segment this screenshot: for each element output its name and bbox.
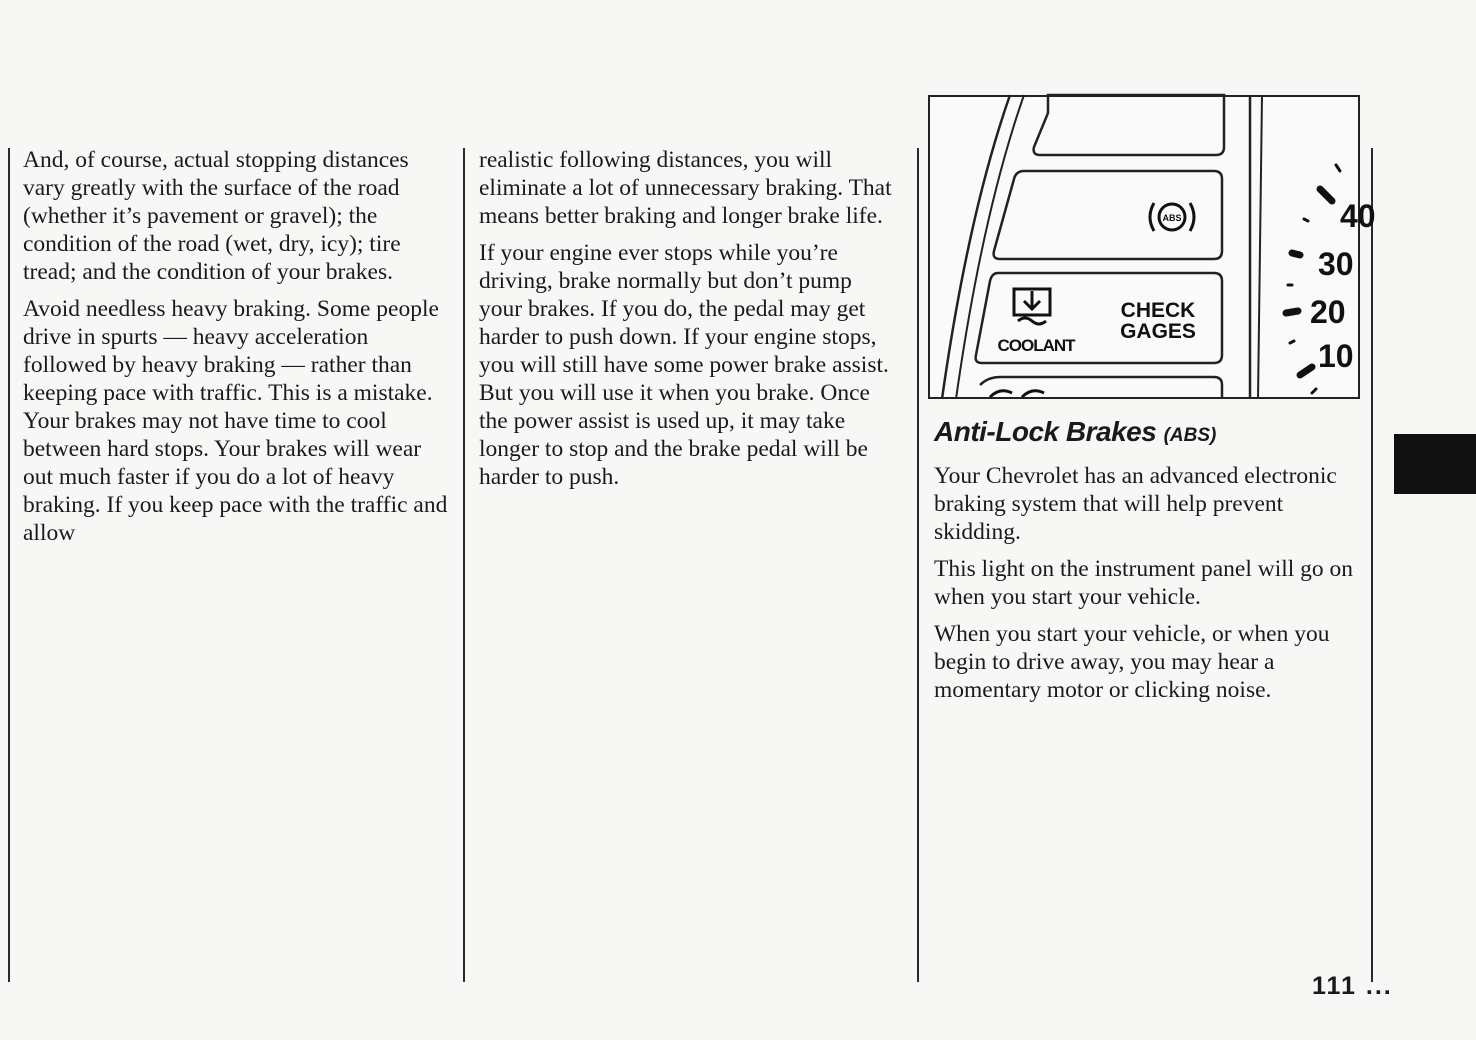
col1-paragraph-2: Avoid needless heavy braking. Some people drive in spurts — heavy acceleration followed by heavy braking — rather than keeping pace with traffic. This is a mistake. Your brakes may not have time to cool between hard stops. Your brakes will wear out much faster if you do a lot of heavy braking. If you keep pace with the traffic and allow xyxy=(23,296,448,546)
abs-icon-label: ABS xyxy=(1162,213,1182,223)
page-number xyxy=(1312,972,1393,1001)
section-heading-text: Anti-Lock Brakes xyxy=(934,416,1157,447)
section-tab-marker xyxy=(1394,434,1476,494)
col3-paragraph-1: Your Chevrolet has an advanced electronic braking system that will help prevent skidding. xyxy=(934,463,1337,545)
text-column-1 xyxy=(23,146,449,556)
col1-paragraph-1: And, of course, actual stopping distances vary greatly with the surface of the road (whether it’s pavement or gravel); the condition of the road (wet, dry, icy); tire tread; and the condition of your brakes. xyxy=(23,147,409,285)
gauge-number-30: 30 xyxy=(1318,246,1354,282)
col3-paragraph-2: This light on the instrument panel will go on when you start your vehicle. xyxy=(934,556,1354,610)
page-number-value: 111 xyxy=(1312,972,1357,1000)
gauge-number-20: 20 xyxy=(1310,294,1346,330)
column-rule-right xyxy=(1371,148,1373,982)
coolant-label: COOLANT xyxy=(997,336,1075,355)
instrument-panel-illustration xyxy=(928,95,1376,399)
section-heading-suffix: (ABS) xyxy=(1163,425,1217,446)
gages-label: GAGES xyxy=(1120,320,1196,343)
page-continues-dots: ... xyxy=(1365,972,1393,1000)
gauge-number-10: 10 xyxy=(1318,338,1354,374)
check-label: CHECK xyxy=(1120,299,1196,322)
text-column-3 xyxy=(934,416,1364,713)
column-rule-left xyxy=(8,148,10,982)
section-heading xyxy=(934,416,1364,452)
column-rule-middle-1 xyxy=(463,148,465,982)
col2-paragraph-2: If your engine ever stops while you’re driving, brake normally but don’t pump your brakes. If you do, the pedal may get harder to push down. If your engine stops, you will still have some power brake assist. But you will use it when you brake. Once the power assist is used up, it may take longer to stop and the brake pedal will be harder to push. xyxy=(479,240,889,490)
col3-paragraph-3: When you start your vehicle, or when you begin to drive away, you may hear a momentary motor or clicking noise. xyxy=(934,621,1330,703)
text-column-2 xyxy=(479,146,899,500)
gauge-number-40: 40 xyxy=(1340,198,1376,234)
column-rule-middle-2 xyxy=(917,148,919,982)
col2-paragraph-1: realistic following distances, you will eliminate a lot of unnecessary braking. That means better braking and longer brake life. xyxy=(479,147,892,229)
